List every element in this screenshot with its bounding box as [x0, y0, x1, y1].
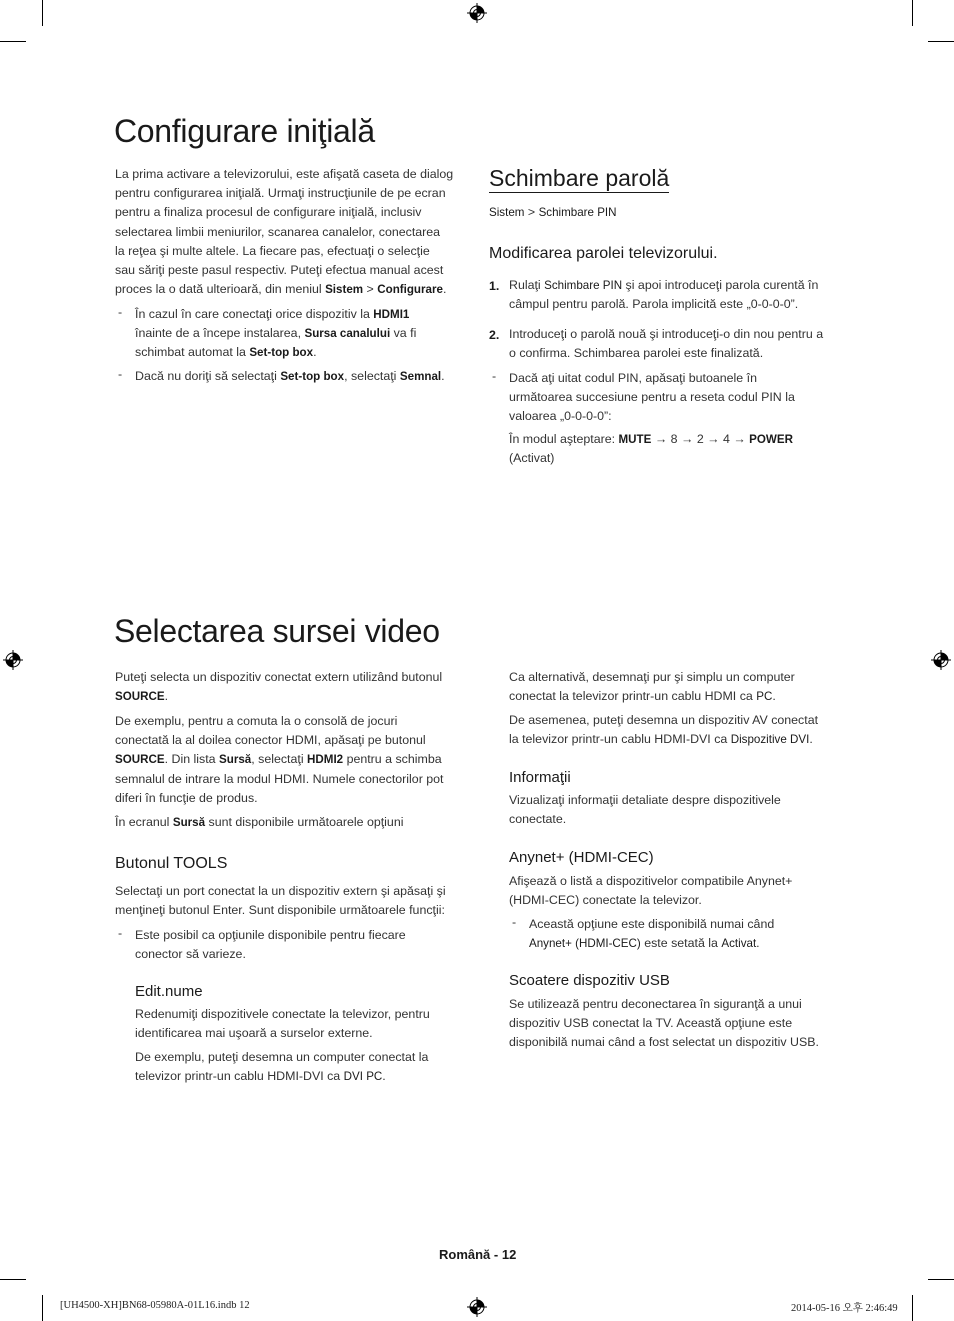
registration-mark-icon — [467, 3, 487, 23]
source-paragraph-1: Puteţi selecta un dispozitiv conectat extern utilizând butonul SOURCE. — [115, 670, 443, 704]
step-1: Rulaţi Schimbare PIN şi apoi introduceţi parola curentă în câmpul pentru parolă. Parola implicită este „0-0-0-0”. — [509, 278, 819, 312]
registration-mark-icon — [3, 650, 23, 670]
print-slug-left: [UH4500-XH]BN68-05980A-01L16.indb 12 — [60, 1300, 250, 1311]
password-title-text: Schimbare parolă — [489, 165, 670, 191]
crop-mark — [912, 0, 913, 26]
pin-reset-note: Dacă aţi uitat codul PIN, apăsaţi butoanele în următoarea succesiune pentru a reseta codul PIN la valoarea „0-0-0-0”: — [509, 371, 795, 424]
standby-sequence: În modul aşteptare: MUTE → 8 → 2 → 4 → POWER (Activat) — [509, 432, 793, 466]
print-slug-right: 2014-05-16 오후 2:46:49 — [791, 1303, 898, 1314]
section-title-source: Selectarea sursei video — [114, 613, 440, 649]
text-line: pentru a finaliza procesul de configurare iniţială, inclusiv — [115, 205, 422, 220]
dvi-paragraph: De asemenea, puteţi desemna un dispozitiv AV conectat la televizor printr-un cablu HDMI-DVI ca Dispozitive DVI. — [509, 713, 819, 747]
text-line: la reţea şi multe altele. La fiecare pas, efectuaţi o selecţie — [115, 243, 430, 258]
usb-paragraph: Se utilizează pentru deconectarea în siguranţă a unui dispozitiv USB conectat la TV. Această opţiune este disponibilă numai când a fost selectat un dispozitiv USB. — [509, 997, 819, 1050]
tools-paragraph: Selectaţi un port conectat la un dispozitiv extern şi apăsaţi şi menţineţi butonul Enter. Sunt disponibile următoarele funcţii: — [115, 884, 446, 918]
info-title: Informaţii — [509, 769, 571, 786]
intro-paragraph — [115, 165, 475, 299]
note-dash: - — [492, 369, 497, 383]
crop-mark — [0, 41, 26, 42]
step-number: 2. — [489, 328, 500, 342]
note-hdmi1: În cazul în care conectaţi orice dispozitiv la HDMI1 înainte de a începe instalarea, Sursa canalului va fi schimbat automat la Set-top box. — [135, 307, 417, 360]
note-dash: - — [512, 915, 517, 929]
edit-name-paragraph: Redenumiţi dispozitivele conectate la televizor, pentru identificarea mai uşoară a surselor externe. — [135, 1007, 430, 1041]
usb-title: Scoatere dispozitiv USB — [509, 972, 670, 989]
crop-mark — [928, 41, 954, 42]
crop-mark — [928, 1279, 954, 1280]
step-2: Introduceţi o parolă nouă şi introduceţi-o din nou pentru a o confirma. Schimbarea parolei este finalizată. — [509, 327, 824, 361]
registration-mark-icon — [931, 650, 951, 670]
text-line: selectarea limbii meniurilor, scanarea canalelor, conectarea — [115, 224, 441, 239]
pc-paragraph: Ca alternativă, desemnaţi pur şi simplu un computer conectat la televizor printr-un cablu HDMI ca PC. — [509, 670, 795, 704]
crop-mark — [0, 1279, 26, 1280]
page-number: Română - 12 — [439, 1247, 517, 1262]
section-title-initial-setup: Configurare iniţială — [114, 113, 375, 149]
note-dash: - — [118, 367, 123, 381]
tools-note: Este posibil ca opţiunile disponibile pentru fiecare conector să varieze. — [135, 928, 406, 962]
text-line: sau săriţi peste pasul respectiv. Puteţi efectua manual acest — [115, 263, 444, 278]
crop-mark — [42, 0, 43, 26]
info-paragraph: Vizualizaţi informaţii detaliate despre dispozitivele conectate. — [509, 793, 781, 827]
note-dash: - — [118, 926, 123, 940]
menu-path: Sistem > Schimbare PIN — [489, 205, 617, 219]
source-paragraph-2: De exemplu, pentru a comuta la o consolă de jocuri conectată la al doilea conector HDMI, apăsaţi pe butonul SOURCE. Din lista Sursă, selectaţi HDMI2 pentru a schimba semnalul de intrare la modul HDMI. Numele conectorilor pot diferi în funcţie de produs. — [115, 714, 444, 805]
password-title — [489, 165, 669, 192]
text-line: La prima activare a televizorului, este afişată caseta de dialog — [115, 167, 454, 181]
anynet-title: Anynet+ (HDMI-CEC) — [509, 849, 654, 866]
edit-name-example: De exemplu, puteţi desemna un computer conectat la televizor printr-un cablu HDMI-DVI ca DVI PC. — [135, 1050, 429, 1084]
password-subtitle: Modificarea parolei televizorului. — [489, 245, 718, 262]
registration-mark-icon — [467, 1297, 487, 1317]
tools-title: Butonul TOOLS — [115, 855, 228, 872]
source-paragraph-3: În ecranul Sursă sunt disponibile următoarele opţiuni — [115, 815, 404, 829]
crop-mark — [42, 1295, 43, 1321]
text-line: pentru configurarea iniţială. Urmaţi instrucţiunile de pe ecran — [115, 186, 446, 201]
anynet-note: Această opţiune este disponibilă numai când Anynet+ (HDMI-CEC) este setată la Activat. — [529, 917, 775, 951]
step-number: 1. — [489, 279, 500, 293]
note-dash: - — [118, 305, 123, 319]
anynet-paragraph: Afişează o listă a dispozitivelor compatibile Anynet+ (HDMI-CEC) conectate la televizor. — [509, 874, 793, 908]
note-signal: Dacă nu doriţi să selectaţi Set-top box, selectaţi Semnal. — [135, 369, 445, 383]
edit-name-title: Edit.nume — [135, 983, 203, 1000]
crop-mark — [912, 1295, 913, 1321]
text-line: proces la o dată ulterioară, din meniul Sistem > Configurare. — [115, 282, 447, 297]
